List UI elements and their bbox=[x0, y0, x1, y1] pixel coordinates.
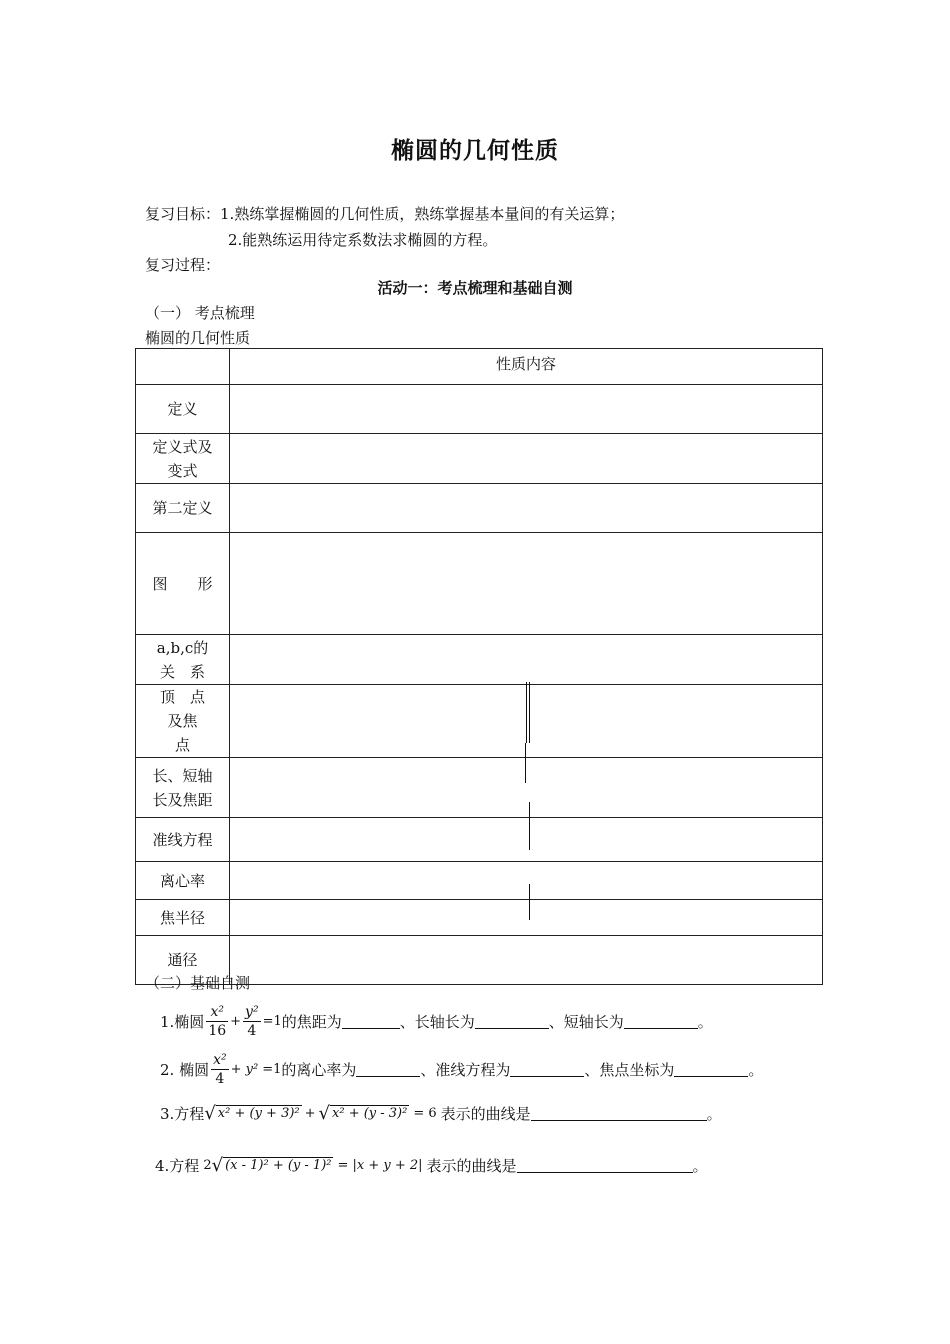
table-row bbox=[136, 484, 823, 533]
q2-plus-y2: + y² bbox=[230, 1061, 259, 1077]
cell-divider bbox=[525, 743, 526, 783]
q3-equals: = 6 bbox=[413, 1105, 437, 1121]
q2-answer-blank-1[interactable] bbox=[356, 1062, 420, 1077]
row-content-cell[interactable] bbox=[230, 758, 823, 818]
q2-equals: =1 bbox=[262, 1061, 282, 1077]
row-label-directrix: 准线方程 bbox=[136, 818, 230, 862]
goal-item-2: 2.能熟练运用待定系数法求椭圆的方程。 bbox=[228, 231, 498, 249]
row-label-definition: 定义 bbox=[136, 385, 230, 434]
q2-answer-blank-2[interactable] bbox=[510, 1062, 584, 1077]
row-label-axes-focal: 长、短轴长及焦距 bbox=[136, 758, 230, 818]
process-label: 复习过程： bbox=[145, 256, 221, 274]
q2-fraction-x bbox=[211, 1051, 229, 1088]
question-4 bbox=[155, 1148, 708, 1182]
goals-line-1 bbox=[145, 203, 624, 224]
q1-end: 。 bbox=[697, 1012, 713, 1031]
q1-fraction-y bbox=[243, 1003, 261, 1040]
q1-prefix: 1.椭圆 bbox=[160, 1012, 205, 1031]
q1-text-2: 、长轴长为 bbox=[399, 1012, 475, 1031]
cell-divider bbox=[529, 682, 530, 743]
cell-divider bbox=[529, 884, 530, 920]
section-2-title: （二）基础自测 bbox=[145, 974, 251, 992]
q2-text-1: 的离心率为 bbox=[281, 1060, 357, 1079]
page-title: 椭圆的几何性质 bbox=[391, 138, 559, 164]
row-label-focal-radius: 焦半径 bbox=[136, 900, 230, 936]
q3-text-1: 表示的曲线是 bbox=[440, 1104, 531, 1123]
row-content-cell[interactable] bbox=[230, 484, 823, 533]
row-content-cell[interactable] bbox=[230, 862, 823, 900]
plus-sign: + bbox=[304, 1105, 316, 1121]
question-1 bbox=[160, 1000, 713, 1042]
q1-answer-blank-1[interactable] bbox=[342, 1014, 400, 1029]
row-label-eccentricity: 离心率 bbox=[136, 862, 230, 900]
q1-answer-blank-2[interactable] bbox=[475, 1014, 549, 1029]
q2-numerator-x: x² bbox=[213, 1051, 227, 1068]
q3-radicand-1: x² + (y + 3)² bbox=[217, 1106, 300, 1121]
activity-title: 活动一：考点梳理和基础自测 bbox=[377, 279, 573, 297]
row-content-cell[interactable] bbox=[230, 936, 823, 985]
table-row bbox=[136, 758, 823, 818]
row-label-abc-relation: a,b,c的关 系 bbox=[136, 635, 230, 685]
row-label-vertices-foci: 顶 点 及焦 点 bbox=[136, 685, 230, 758]
table-row bbox=[136, 685, 823, 758]
row-content-cell[interactable] bbox=[230, 533, 823, 635]
table-row bbox=[136, 385, 823, 434]
q4-answer-blank[interactable] bbox=[517, 1158, 693, 1173]
goal-item-1: 1.熟练掌握椭圆的几何性质，熟练掌握基本量间的有关运算； bbox=[220, 205, 625, 223]
table-row bbox=[136, 818, 823, 862]
table-caption: 椭圆的几何性质 bbox=[145, 329, 251, 347]
q1-numerator-y: y² bbox=[245, 1003, 259, 1020]
row-label-latus-rectum: 通径 bbox=[136, 936, 230, 985]
q2-end: 。 bbox=[748, 1060, 764, 1079]
q1-denominator-4: 4 bbox=[247, 1022, 257, 1039]
q4-text-1: 表示的曲线是 bbox=[426, 1156, 517, 1175]
table-row bbox=[136, 533, 823, 635]
plus-sign: + bbox=[230, 1013, 242, 1029]
q2-answer-blank-3[interactable] bbox=[674, 1062, 748, 1077]
properties-table bbox=[135, 348, 823, 985]
sqrt-icon: √ bbox=[211, 1154, 224, 1176]
cell-divider bbox=[526, 682, 527, 743]
question-3 bbox=[160, 1096, 722, 1130]
row-content-cell[interactable] bbox=[230, 635, 823, 685]
sqrt-icon: √ bbox=[204, 1102, 216, 1124]
q1-text-3: 、短轴长为 bbox=[548, 1012, 624, 1031]
q2-denominator-4: 4 bbox=[215, 1070, 225, 1087]
q3-end: 。 bbox=[706, 1104, 722, 1123]
table-row bbox=[136, 434, 823, 484]
table-row bbox=[136, 900, 823, 936]
q3-radicand-2: x² + (y - 3)² bbox=[332, 1106, 408, 1121]
q4-radicand: (x - 1)² + (y - 1)² bbox=[225, 1158, 332, 1173]
q1-text-1: 的焦距为 bbox=[281, 1012, 342, 1031]
q1-denominator-16: 16 bbox=[208, 1022, 227, 1039]
q3-answer-blank[interactable] bbox=[531, 1106, 707, 1121]
q3-prefix: 3.方程 bbox=[160, 1104, 205, 1123]
q1-numerator-x: x² bbox=[206, 1003, 228, 1022]
q2-text-2: 、准线方程为 bbox=[420, 1060, 511, 1079]
header-empty-cell bbox=[136, 349, 230, 385]
q1-fraction-x bbox=[206, 1003, 228, 1040]
q1-answer-blank-3[interactable] bbox=[624, 1014, 698, 1029]
question-2 bbox=[160, 1048, 763, 1090]
row-label-figure: 图 形 bbox=[136, 533, 230, 635]
q2-text-3: 、焦点坐标为 bbox=[584, 1060, 675, 1079]
q4-rhs: = |x + y + 2| bbox=[337, 1157, 423, 1173]
row-content-cell[interactable] bbox=[230, 818, 823, 862]
row-label-second-definition: 第二定义 bbox=[136, 484, 230, 533]
section-1-title: （一） 考点梳理 bbox=[145, 304, 255, 322]
row-content-cell[interactable] bbox=[230, 385, 823, 434]
table-header-row bbox=[136, 349, 823, 385]
q4-end: 。 bbox=[692, 1156, 708, 1175]
q4-coefficient: 2 bbox=[203, 1157, 212, 1173]
row-label-formula: 定义式及变式 bbox=[136, 434, 230, 484]
table-row bbox=[136, 635, 823, 685]
sqrt-icon: √ bbox=[318, 1102, 331, 1124]
table-header-cell: 性质内容 bbox=[230, 349, 823, 385]
row-content-cell[interactable] bbox=[230, 900, 823, 936]
q2-prefix: 2. 椭圆 bbox=[160, 1060, 210, 1079]
q1-equals: =1 bbox=[262, 1013, 282, 1029]
goals-label: 复习目标： bbox=[145, 205, 221, 223]
row-content-cell[interactable] bbox=[230, 434, 823, 484]
table-row bbox=[136, 862, 823, 900]
cell-divider bbox=[529, 802, 530, 850]
q4-prefix: 4.方程 bbox=[155, 1156, 200, 1175]
